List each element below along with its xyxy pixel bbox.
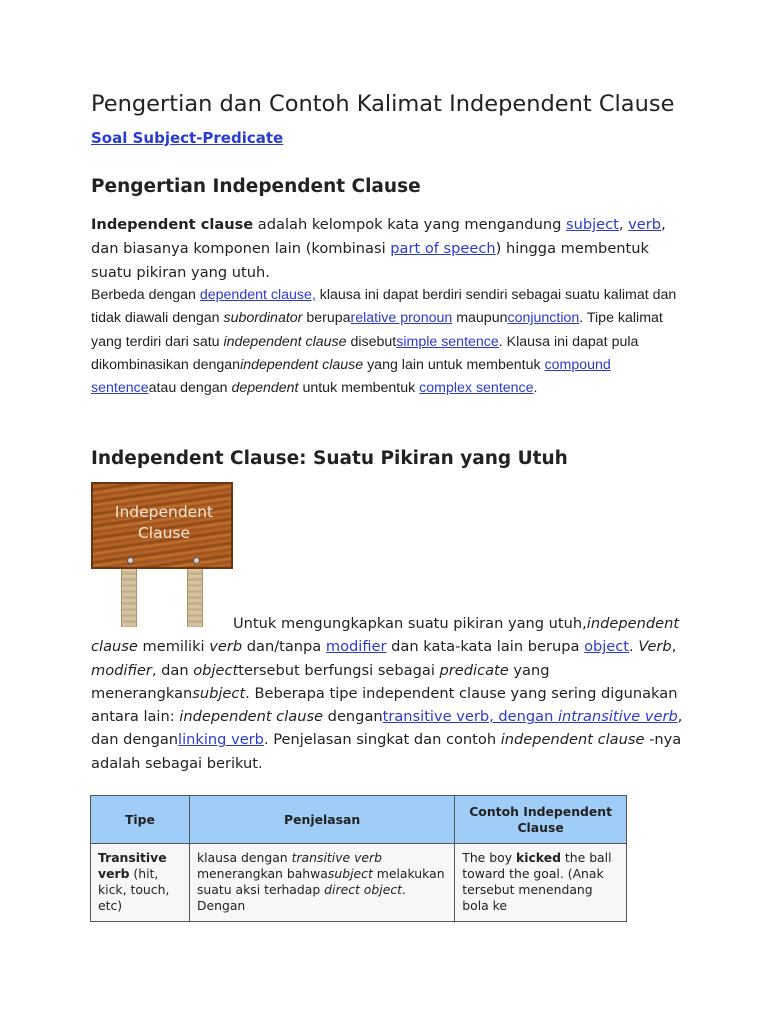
section-heading-pengertian: Pengertian Independent Clause: [91, 176, 421, 197]
term-modifier: modifier: [91, 661, 152, 679]
link-compound-sentence[interactable]: compound sentence: [91, 356, 611, 397]
cell-penjelasan: [189, 844, 454, 922]
link-dependent-clause[interactable]: dependent clause,: [199, 287, 316, 303]
term-verb: verb: [209, 638, 243, 656]
text: yang menerangkan: [91, 661, 550, 702]
text: . Beberapa tipe independent clause yang sering digunakan antara lain:: [91, 684, 678, 726]
page-title: Pengertian dan Contoh Kalimat Independent Clause: [91, 91, 675, 117]
link-part-of-speech[interactable]: part of speech: [390, 240, 496, 257]
text: the ball toward the goal. (Anak tersebut menendang bola ke: [462, 850, 612, 913]
text: ) hingga membentuk suatu pikiran yang utuh.: [91, 240, 649, 281]
text: berupa: [302, 310, 351, 327]
header-tipe: Tipe: [91, 796, 190, 844]
term-subordinator: subordinator: [223, 310, 303, 327]
sign-text: [93, 502, 235, 544]
cell-contoh: [455, 844, 627, 922]
section-heading-suatu-pikiran: Independent Clause: Suatu Pikiran yang Utuh: [91, 448, 568, 469]
text: yang lain untuk membentuk: [363, 356, 545, 373]
text: . Penjelasan singkat dan contoh: [263, 731, 501, 749]
term-dependent: dependent: [231, 380, 299, 397]
text: memiliki: [137, 638, 210, 656]
text: .: [629, 638, 639, 656]
term-predicate: predicate: [439, 661, 509, 679]
soal-subject-predicate-link[interactable]: Soal Subject-Predicate: [91, 129, 284, 147]
table-header-row: [91, 796, 627, 844]
link-simple-sentence[interactable]: simple sentence: [396, 333, 499, 350]
text: .: [533, 380, 538, 397]
verb-kicked: kicked: [515, 850, 561, 865]
text: klausa dengan: [196, 850, 292, 865]
header-penjelasan: Penjelasan: [189, 796, 454, 844]
term-object: object: [193, 661, 239, 679]
term-independent-clause: Independent clause: [91, 216, 254, 233]
link-conjunction[interactable]: conjunction: [507, 310, 580, 327]
text: melakukan suatu aksi terhadap: [196, 866, 445, 897]
sign-nail-left: [127, 557, 134, 564]
text: dengan: [323, 708, 383, 726]
link-transitive-verb[interactable]: [383, 708, 678, 725]
header-contoh: Contoh Independent Clause: [455, 796, 627, 844]
tipe-name: Transitive verb: [98, 850, 167, 881]
text: maupun: [452, 310, 508, 327]
text: , dan biasanya komponen lain (kombinasi: [91, 216, 666, 257]
independent-clause-sign-image: [91, 482, 233, 630]
text: The boy: [462, 850, 516, 865]
text: ,: [618, 216, 629, 233]
link-modifier[interactable]: modifier: [325, 638, 387, 656]
term-independent-clause: independent clause: [223, 333, 347, 350]
term-independent-clause: independent clause: [240, 356, 364, 373]
text: dan kata-kata lain berupa: [386, 638, 585, 656]
term-independent-clause: independent clause: [500, 731, 645, 749]
text: disebut: [346, 333, 397, 350]
text: . Dengan: [196, 882, 406, 913]
link-complex-sentence[interactable]: complex sentence: [419, 380, 534, 397]
text: dan/tanpa: [242, 638, 326, 656]
text: tersebut berfungsi sebagai: [238, 661, 440, 679]
link-text: transitive verb, dengan: [382, 708, 558, 726]
term-subject: subject: [192, 684, 246, 702]
link-text-intransitive: intransitive verb: [558, 708, 678, 726]
link-linking-verb[interactable]: linking verb: [178, 731, 264, 749]
text: Berbeda dengan: [91, 287, 200, 303]
term-subject: subject: [327, 866, 373, 881]
paragraph-definition: [91, 213, 691, 285]
term-independent-clause: independent clause: [179, 708, 324, 726]
text: atau dengan: [148, 380, 232, 397]
sign-line-1: Independent: [114, 503, 214, 521]
term-transitive-verb: transitive verb: [291, 850, 383, 865]
table-row: [91, 844, 627, 922]
link-object[interactable]: object: [584, 638, 630, 656]
sign-board: [91, 482, 233, 569]
sign-line-2: Clause: [137, 524, 191, 542]
text: ,: [671, 638, 677, 656]
cell-tipe: [91, 844, 190, 922]
text: menerangkan bahwa: [196, 866, 328, 881]
paragraph-comparison: [91, 284, 691, 400]
tipe-examples: (hit, kick, touch, etc): [98, 866, 170, 913]
text: untuk membentuk: [298, 380, 420, 397]
text: Untuk mengungkapkan suatu pikiran yang utuh,: [233, 615, 587, 632]
text: . Tipe kalimat yang terdiri dari satu: [91, 310, 663, 350]
text: adalah kelompok kata yang mengandung: [253, 216, 566, 233]
paragraph-suatu-pikiran: [91, 612, 691, 775]
term-verb: Verb: [638, 638, 672, 656]
link-subject[interactable]: subject: [565, 216, 619, 233]
text: -nya adalah sebagai berikut.: [91, 731, 682, 772]
text: klausa ini dapat berdiri sendiri sebagai suatu kalimat dan tidak diawali dengan: [91, 287, 677, 327]
term-independent-clause: independent clause: [91, 615, 680, 656]
link-relative-pronoun[interactable]: relative pronoun: [350, 310, 453, 327]
sign-nail-right: [193, 557, 200, 564]
text: . Klausa ini dapat pula dikombinasikan dengan: [91, 333, 639, 373]
term-direct-object: direct object: [324, 882, 402, 897]
text: , dan: [151, 661, 194, 679]
clause-types-table: [90, 795, 627, 922]
text: , dan dengan: [91, 708, 683, 749]
link-verb[interactable]: verb: [628, 216, 662, 233]
